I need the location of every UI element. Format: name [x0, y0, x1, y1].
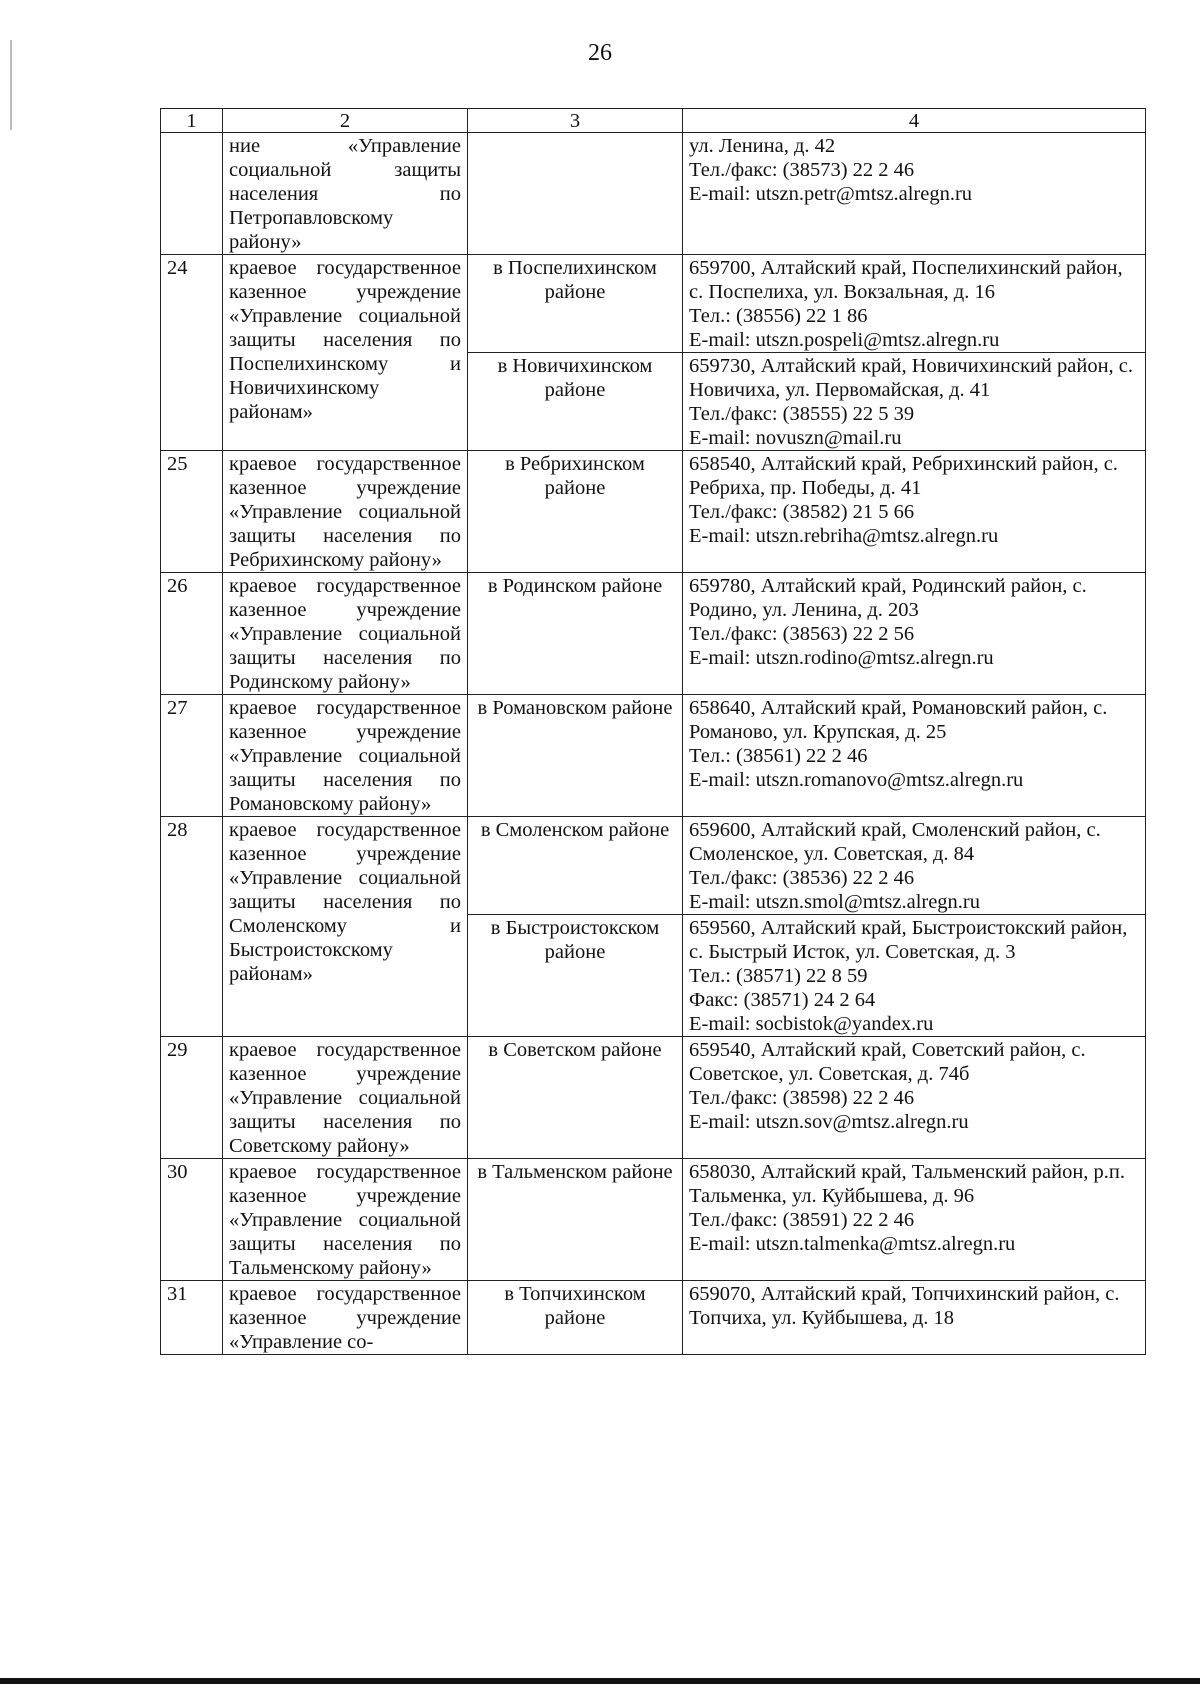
row-number: 30 [161, 1159, 223, 1281]
address-line: Тел./факс: (38555) 22 5 39 [689, 403, 915, 425]
institution-name: краевое государственное казенное учреждение «Управление социальной защиты населения по Тальменскому району» [223, 1159, 468, 1281]
scan-bottom-edge [0, 1678, 1200, 1684]
address-cell [683, 451, 1146, 573]
table-row [161, 1159, 1146, 1281]
district-name: в Ребрихинском районе [468, 451, 683, 573]
address-line: 659600, Алтайский край, Смоленский район, с. Смоленское, ул. Советская, д. 84 [689, 819, 1101, 865]
address-line: Тел./факс: (38582) 21 5 66 [689, 501, 915, 523]
header-cell-3: 3 [468, 109, 683, 133]
table-row [161, 255, 1146, 353]
address-line: Тел./факс: (38598) 22 2 46 [689, 1087, 915, 1109]
continuation-name-cell: ние «Управление социальной защиты населения по Петропавловскому району» [223, 133, 468, 255]
address-cell [683, 1281, 1146, 1355]
address-line: E-mail: socbistok@yandex.ru [689, 1013, 934, 1035]
address-line: Тел.: (38571) 22 8 59 [689, 965, 868, 987]
row-number: 24 [161, 255, 223, 451]
header-cell-4: 4 [683, 109, 1146, 133]
district-name: в Новичихинском районе [468, 353, 683, 451]
address-line: Тел./факс: (38563) 22 2 56 [689, 623, 915, 645]
row-number: 29 [161, 1037, 223, 1159]
address-line: 659070, Алтайский край, Топчихинский район, с. Топчиха, ул. Куйбышева, д. 18 [689, 1283, 1120, 1329]
institution-name: краевое государственное казенное учреждение «Управление социальной защиты населения по Ребрихинскому району» [223, 451, 468, 573]
district-name: в Смоленском районе [468, 817, 683, 915]
header-row [161, 109, 1146, 133]
page-number: 26 [588, 40, 612, 66]
address-line: E-mail: utszn.sov@mtsz.alregn.ru [689, 1111, 969, 1133]
address-line: E-mail: utszn.rodino@mtsz.alregn.ru [689, 647, 994, 669]
address-line: Тел.: (38561) 22 2 46 [689, 745, 868, 767]
address-line: Факс: (38571) 24 2 64 [689, 989, 876, 1011]
district-name: в Романовском районе [468, 695, 683, 817]
address-line: E-mail: novuszn@mail.ru [689, 427, 902, 449]
address-cell [683, 1159, 1146, 1281]
address-line: 659730, Алтайский край, Новичихинский район, с. Новичиха, ул. Первомайская, д. 41 [689, 355, 1134, 401]
address-line: 658540, Алтайский край, Ребрихинский район, с. Ребриха, пр. Победы, д. 41 [689, 453, 1118, 499]
district-name: в Родинском районе [468, 573, 683, 695]
address-line: E-mail: utszn.romanovo@mtsz.alregn.ru [689, 769, 1024, 791]
table-row [161, 1037, 1146, 1159]
row-number: 26 [161, 573, 223, 695]
row-number: 25 [161, 451, 223, 573]
address-line: 658640, Алтайский край, Романовский район, с. Романово, ул. Крупская, д. 25 [689, 697, 1108, 743]
table-row [161, 451, 1146, 573]
table-body [161, 109, 1146, 1355]
district-name: в Тальменском районе [468, 1159, 683, 1281]
institution-name: краевое государственное казенное учреждение «Управление социальной защиты населения по Родинскому району» [223, 573, 468, 695]
address-line: 659560, Алтайский край, Быстроистокский район, с. Быстрый Исток, ул. Советская, д. 3 [689, 917, 1128, 963]
address-line: E-mail: utszn.talmenka@mtsz.alregn.ru [689, 1233, 1016, 1255]
address-line: Тел.: (38556) 22 1 86 [689, 305, 868, 327]
address-cell [683, 353, 1146, 451]
address-cell [683, 255, 1146, 353]
address-line: E-mail: utszn.rebriha@mtsz.alregn.ru [689, 525, 999, 547]
table-row [161, 573, 1146, 695]
district-name: в Быстроистокском районе [468, 915, 683, 1037]
continuation-district-cell [468, 133, 683, 255]
address-line: E-mail: utszn.petr@mtsz.alregn.ru [689, 183, 973, 205]
address-line: Тел./факс: (38536) 22 2 46 [689, 867, 915, 889]
address-line: E-mail: utszn.pospeli@mtsz.alregn.ru [689, 329, 1000, 351]
address-line: E-mail: utszn.smol@mtsz.alregn.ru [689, 891, 981, 913]
address-line: 658030, Алтайский край, Тальменский район, р.п. Тальменка, ул. Куйбышева, д. 96 [689, 1161, 1126, 1207]
table-row [161, 695, 1146, 817]
address-line: Тел./факс: (38573) 22 2 46 [689, 159, 915, 181]
table-row [161, 1281, 1146, 1355]
address-cell [683, 915, 1146, 1037]
address-cell [683, 573, 1146, 695]
continuation-address-cell [683, 133, 1146, 255]
table-row [161, 817, 1146, 915]
address-cell [683, 817, 1146, 915]
address-line: Тел./факс: (38591) 22 2 46 [689, 1209, 915, 1231]
row-number: 31 [161, 1281, 223, 1355]
address-line: 659540, Алтайский край, Советский район, с. Советское, ул. Советская, д. 74б [689, 1039, 1086, 1085]
institution-name: краевое государственное казенное учреждение «Управление социальной защиты населения по Смоленскому и Быстроистокскому районам» [223, 817, 468, 1037]
district-name: в Топчихинском районе [468, 1281, 683, 1355]
header-cell-1: 1 [161, 109, 223, 133]
institution-name: краевое государственное казенное учреждение «Управление социальной защиты населения по Романовскому району» [223, 695, 468, 817]
continuation-num-cell [161, 133, 223, 255]
institutions-table [160, 108, 1146, 1355]
institution-name: краевое государственное казенное учреждение «Управление социальной защиты населения по Поспелихинскому и Новичихинскому районам» [223, 255, 468, 451]
address-line: 659780, Алтайский край, Родинский район, с. Родино, ул. Ленина, д. 203 [689, 575, 1087, 621]
continuation-row [161, 133, 1146, 255]
district-name: в Советском районе [468, 1037, 683, 1159]
row-number: 27 [161, 695, 223, 817]
district-name: в Поспелихинском районе [468, 255, 683, 353]
row-number: 28 [161, 817, 223, 1037]
header-cell-2: 2 [223, 109, 468, 133]
address-cell [683, 1037, 1146, 1159]
institution-name: краевое государственное казенное учреждение «Управление социальной защиты населения по Советскому району» [223, 1037, 468, 1159]
institution-name: краевое государственное казенное учреждение «Управление со- [223, 1281, 468, 1355]
address-line: ул. Ленина, д. 42 [689, 135, 836, 157]
address-line: 659700, Алтайский край, Поспелихинский район, с. Поспелиха, ул. Вокзальная, д. 16 [689, 257, 1123, 303]
address-cell [683, 695, 1146, 817]
